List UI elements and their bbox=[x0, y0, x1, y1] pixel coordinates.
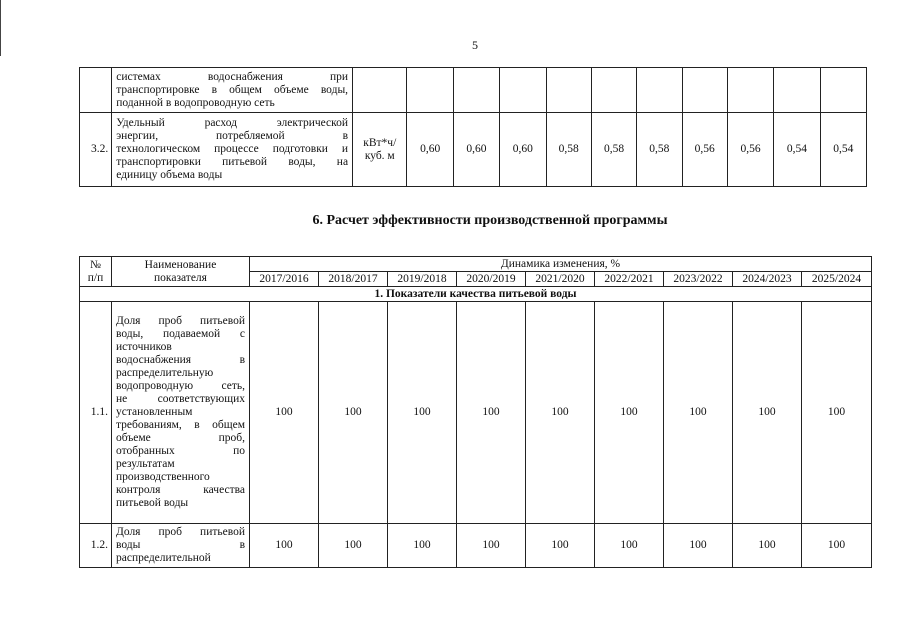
header-line: п/п bbox=[87, 271, 104, 284]
text-line: водопроводную сеть, bbox=[116, 380, 245, 392]
section-heading: 1. Показатели качества питьевой воды bbox=[80, 287, 872, 302]
value-cell: 100 bbox=[457, 524, 526, 568]
unit-line: куб. м bbox=[364, 149, 395, 162]
year-header: 2023/2022 bbox=[664, 272, 733, 287]
unit-cell bbox=[353, 68, 407, 113]
table-row bbox=[80, 113, 867, 187]
year-header: 2025/2024 bbox=[802, 272, 872, 287]
value-cell: 100 bbox=[526, 524, 595, 568]
value-cell: 100 bbox=[388, 302, 457, 524]
text-line: питьевой воды bbox=[116, 497, 189, 509]
value-cell: 100 bbox=[388, 524, 457, 568]
year-header: 2024/2023 bbox=[733, 272, 802, 287]
section-row bbox=[80, 287, 872, 302]
year-header: 2017/2016 bbox=[250, 272, 319, 287]
header-line: показателя bbox=[154, 271, 207, 284]
text-line: единицу объема воды bbox=[116, 169, 223, 181]
value-cell: 100 bbox=[250, 302, 319, 524]
value-cell bbox=[453, 68, 499, 113]
value-cell bbox=[500, 68, 546, 113]
text-line: объеме проб, bbox=[116, 432, 245, 444]
value-cell bbox=[407, 68, 453, 113]
value-cell: 0,58 bbox=[546, 113, 591, 187]
value-cell: 100 bbox=[319, 302, 388, 524]
dynamics-header: Динамика изменения, % bbox=[250, 257, 872, 272]
text-line: распределительную bbox=[116, 367, 214, 379]
text-line: не соответствующих bbox=[116, 393, 245, 405]
text-line: технологическом процессе подготовки и bbox=[116, 143, 349, 155]
text-line: воды в bbox=[116, 539, 245, 551]
row-number: 3.2. bbox=[80, 113, 112, 187]
unit-cell bbox=[353, 113, 407, 187]
row-number: 1.2. bbox=[80, 524, 112, 568]
value-cell: 100 bbox=[457, 302, 526, 524]
value-cell: 0,56 bbox=[727, 113, 773, 187]
row-number bbox=[80, 68, 112, 113]
text-line: системах водоснабжения при bbox=[116, 70, 349, 83]
value-cell: 100 bbox=[802, 524, 872, 568]
unit-line: кВт*ч/ bbox=[363, 136, 397, 149]
header-line: № bbox=[90, 258, 101, 271]
row-number: 1.1. bbox=[80, 302, 112, 524]
header-line: Наименование bbox=[144, 258, 217, 271]
value-cell bbox=[727, 68, 773, 113]
year-header: 2021/2020 bbox=[526, 272, 595, 287]
text-line: источников bbox=[116, 341, 172, 353]
value-cell bbox=[546, 68, 591, 113]
value-cell: 100 bbox=[664, 524, 733, 568]
text-line: Доля проб питьевой bbox=[116, 315, 245, 327]
value-cell: 0,60 bbox=[453, 113, 499, 187]
value-cell bbox=[682, 68, 727, 113]
text-line: требованиям, в общем bbox=[116, 419, 245, 431]
table-row bbox=[80, 302, 872, 524]
year-header: 2020/2019 bbox=[457, 272, 526, 287]
text-line: транспортировки питьевой воды, на bbox=[116, 156, 349, 168]
value-cell bbox=[820, 68, 866, 113]
value-cell bbox=[591, 68, 636, 113]
text-line: воды, подаваемой с bbox=[116, 328, 245, 340]
value-cell: 0,58 bbox=[637, 113, 682, 187]
value-cell: 100 bbox=[595, 302, 664, 524]
value-cell: 100 bbox=[250, 524, 319, 568]
value-cell: 0,60 bbox=[407, 113, 453, 187]
value-cell bbox=[637, 68, 682, 113]
text-line: производственного bbox=[116, 471, 210, 483]
value-cell: 100 bbox=[802, 302, 872, 524]
section-title: 6. Расчет эффективности производственной программы bbox=[312, 213, 668, 228]
number-header bbox=[80, 257, 112, 287]
header-row bbox=[80, 257, 872, 272]
value-cell: 0,58 bbox=[591, 113, 636, 187]
value-cell: 100 bbox=[595, 524, 664, 568]
table-row bbox=[80, 524, 872, 568]
efficiency-table bbox=[79, 256, 872, 568]
text-line: результатам bbox=[116, 458, 175, 470]
table-row bbox=[80, 68, 867, 113]
value-cell: 100 bbox=[733, 302, 802, 524]
name-header bbox=[112, 257, 250, 287]
text-line: Удельный расход электрической bbox=[116, 117, 349, 129]
text-line: распределительной bbox=[116, 552, 211, 564]
value-cell: 100 bbox=[319, 524, 388, 568]
text-line: поданной в водопроводную сеть bbox=[116, 96, 275, 109]
text-line: водоснабжения в bbox=[116, 354, 245, 366]
value-cell: 0,60 bbox=[500, 113, 546, 187]
year-header: 2018/2017 bbox=[319, 272, 388, 287]
text-line: установленным bbox=[116, 406, 193, 418]
text-line: отобранных по bbox=[116, 445, 245, 457]
indicator-name bbox=[112, 524, 250, 568]
indicators-table-continued bbox=[79, 67, 867, 187]
text-line: контроля качества bbox=[116, 484, 245, 496]
indicator-name bbox=[112, 113, 353, 187]
value-cell bbox=[774, 68, 820, 113]
text-line: транспортировке в общем объеме воды, bbox=[116, 83, 349, 96]
value-cell: 0,56 bbox=[682, 113, 727, 187]
page-number: 5 bbox=[472, 38, 478, 52]
value-cell: 0,54 bbox=[820, 113, 866, 187]
value-cell: 100 bbox=[664, 302, 733, 524]
indicator-name bbox=[112, 302, 250, 524]
text-line: Доля проб питьевой bbox=[116, 526, 245, 538]
value-cell: 100 bbox=[733, 524, 802, 568]
indicator-name bbox=[112, 68, 353, 113]
year-header: 2019/2018 bbox=[388, 272, 457, 287]
year-header: 2022/2021 bbox=[595, 272, 664, 287]
value-cell: 100 bbox=[526, 302, 595, 524]
text-line: энергии, потребляемой в bbox=[116, 130, 349, 142]
value-cell: 0,54 bbox=[774, 113, 820, 187]
